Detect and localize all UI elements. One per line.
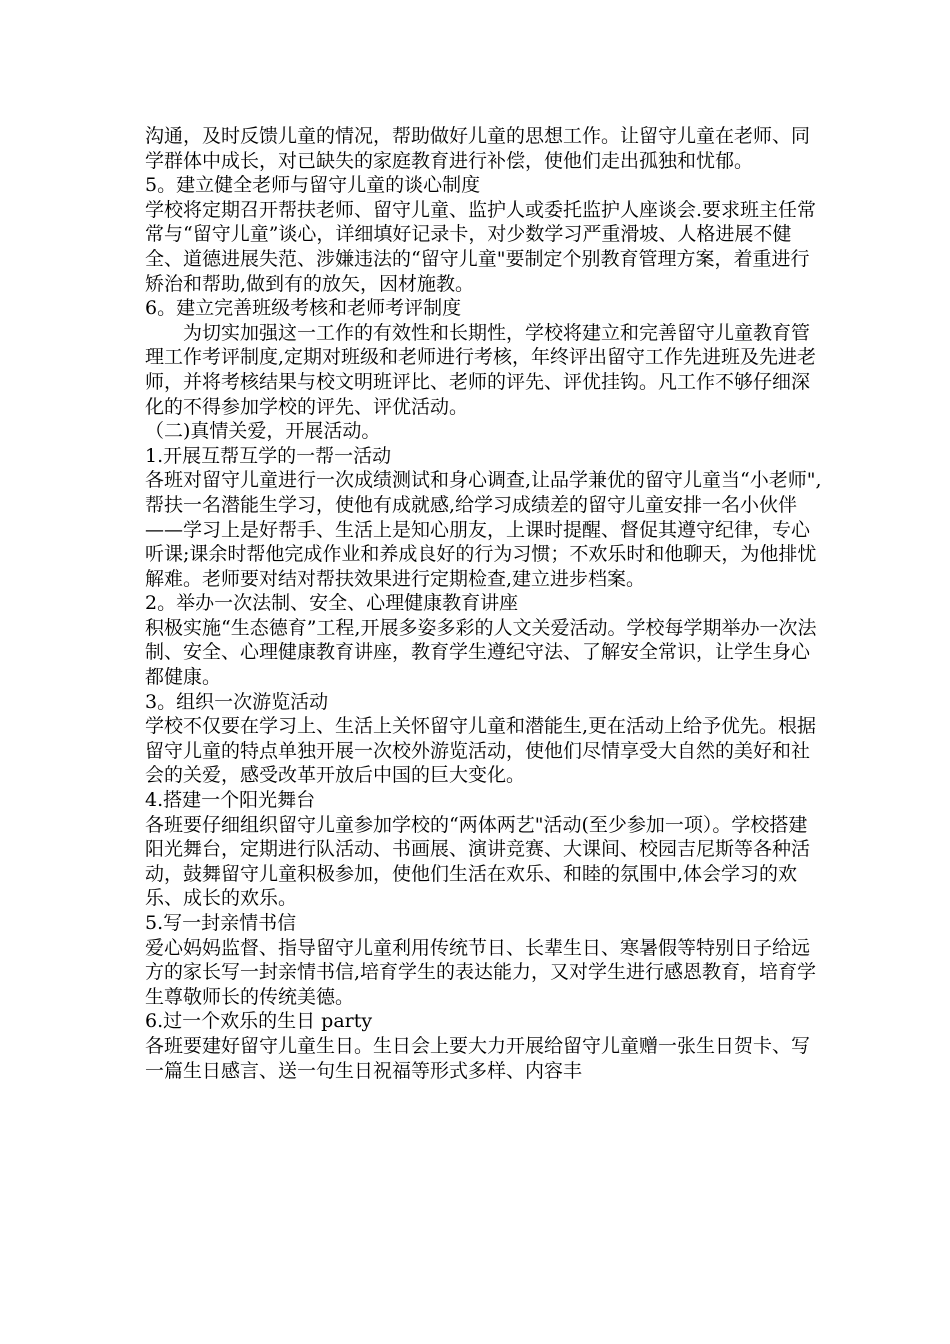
section-heading: 4.搭建一个阳光舞台 — [145, 789, 316, 812]
body-paragraph: 学校将定期召开帮扶老师、留守儿童、监护人或委托监护人座谈会.要求班主任常常与“留守儿童”谈心，详细填好记录卡，对少数学习严重滑坡、人格进展不健全、道德进展失范、涉嫌违法的“留守儿童"要制定个别教育管理方案，着重进行矫治和帮助,做到有的放矢，因材施教。 — [145, 198, 817, 295]
body-paragraph: 各班对留守儿童进行一次成绩测试和身心调查,让品学兼优的留守儿童当“小老师",帮扶一名潜能生学习，使他有成就感,给学习成绩差的留守儿童安排一名小伙伴——学习上是好帮手、生活上是知心朋友，上课时提醒、督促其遵守纪律，专心听课;课余时帮他完成作业和养成良好的行为习惯；不欢乐时和他聊天，为他排忧解难。老师要对结对帮扶效果进行定期检查,建立进步档案。 — [145, 469, 822, 590]
section-heading: 2。举办一次法制、安全、心理健康教育讲座 — [145, 592, 519, 615]
section-heading: 6.过一个欢乐的生日 party — [145, 1010, 373, 1033]
section-heading: 6。建立完善班级考核和老师考评制度 — [145, 297, 462, 320]
body-paragraph: 各班要仔细组织留守儿童参加学校的“两体两艺"活动(至少参加一项）。学校搭建阳光舞台，定期进行队活动、书画展、演讲竞赛、大课间、校园吉尼斯等各种活动，鼓舞留守儿童积极参加，使他们生活在欢乐、和睦的氛围中,体会学习的欢乐、成长的欢乐。 — [145, 813, 811, 910]
body-paragraph: 沟通，及时反馈儿童的情况，帮助做好儿童的思想工作。让留守儿童在老师、同学群体中成长，对已缺失的家庭教育进行补偿，使他们走出孤独和忧郁。 — [145, 125, 811, 172]
body-paragraph: 各班要建好留守儿童生日。生日会上要大力开展给留守儿童赠一张生日贺卡、写一篇生日感言、送一句生日祝福等形式多样、内容丰 — [145, 1034, 811, 1082]
body-paragraph: 学校不仅要在学习上、生活上关怀留守儿童和潜能生,更在活动上给予优先。根据留守儿童的特点单独开展一次校外游览活动，使他们尽情享受大自然的美好和社会的关爱，感受改革开放后中国的巨大变化。 — [145, 715, 817, 787]
section-heading: 5.写一封亲情书信 — [145, 912, 297, 934]
section-heading: （二)真情关爱，开展活动。 — [145, 420, 381, 443]
section-heading: 3。组织一次游览活动 — [145, 690, 329, 713]
body-paragraph: 积极实施“生态德育”工程,开展多姿多彩的人文关爱活动。学校每学期举办一次法制、安全、心理健康教育讲座，教育学生遵纪守法、了解安全常识，让学生身心都健康。 — [145, 616, 817, 689]
body-paragraph: 爱心妈妈监督、指导留守儿童利用传统节日、长辈生日、寒暑假等特别日子给远方的家长写一封亲情书信,培育学生的表达能力，又对学生进行感恩教育，培育学生尊敬师长的传统美德。 — [145, 936, 817, 1008]
body-paragraph: 为切实加强这一工作的有效性和长期性，学校将建立和完善留守儿童教育管理工作考评制度,定期对班级和老师进行考核，年终评出留守工作先进班及先进老师，并将考核结果与校文明班评比、老师的评先、评优挂钩。凡工作不够仔细深化的不得参加学校的评先、评优活动。 — [145, 321, 817, 418]
document-body — [145, 124, 825, 1083]
section-heading: 1.开展互帮互学的一帮一活动 — [145, 444, 392, 467]
section-heading: 5。建立健全老师与留守儿童的谈心制度 — [145, 174, 481, 197]
